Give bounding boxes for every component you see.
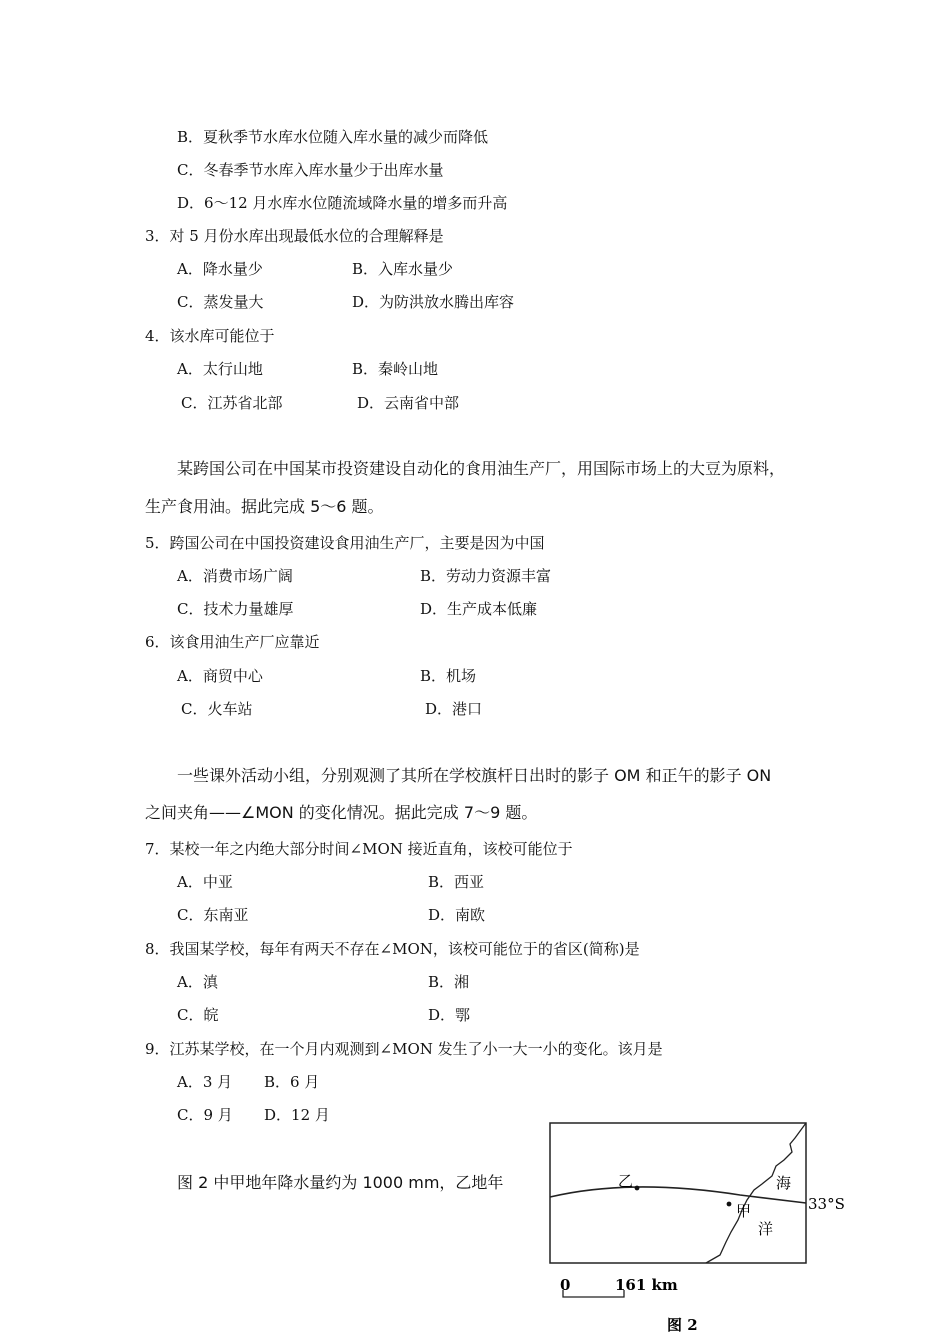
q9-option-c: C．9 月 (177, 1106, 233, 1124)
q6-stem: 6．该食用油生产厂应靠近 (145, 633, 320, 651)
q3-option-a: A．降水量少 (177, 260, 263, 278)
q7-stem: 7．某校一年之内绝大部分时间∠MON 接近直角，该校可能位于 (145, 840, 573, 858)
q4-option-d: D．云南省中部 (357, 394, 460, 412)
label-yi: 乙 (618, 1172, 634, 1190)
q6-option-b: B．机场 (420, 667, 477, 685)
scale-max: 161 km (615, 1276, 678, 1294)
q7-option-b: B．西亚 (428, 873, 485, 891)
point-jia (727, 1202, 732, 1207)
figure-caption: 图 2 (667, 1316, 698, 1334)
q4-option-c: C．江苏省北部 (181, 394, 283, 412)
q5-option-d: D．生产成本低廉 (420, 600, 538, 618)
passage-5-6-line2: 生产食用油。据此完成 5～6 题。 (145, 497, 384, 516)
q5-option-a: A．消费市场广阔 (177, 567, 293, 585)
q5-stem: 5．跨国公司在中国投资建设食用油生产厂，主要是因为中国 (145, 534, 545, 552)
latitude-line (550, 1187, 806, 1203)
q7-option-d: D．南欧 (428, 906, 486, 924)
q5-option-b: B．劳动力资源丰富 (420, 567, 552, 585)
q2-option-d: D．6～12 月水库水位随流域降水量的增多而升高 (177, 194, 508, 212)
passage-7-9-line1: 一些课外活动小组，分别观测了其所在学校旗杆日出时的影子 OM 和正午的影子 ON (177, 766, 772, 785)
q9-stem: 9．江苏某学校，在一个月内观测到∠MON 发生了小一大一小的变化。该月是 (145, 1040, 663, 1058)
q6-option-c: C．火车站 (181, 700, 253, 718)
label-jia: 甲 (736, 1202, 752, 1220)
point-yi (635, 1186, 640, 1191)
scale-zero: 0 (560, 1276, 571, 1294)
q5-option-c: C．技术力量雄厚 (177, 600, 294, 618)
label-latitude: 33°S (808, 1195, 845, 1213)
q4-stem: 4．该水库可能位于 (145, 327, 275, 345)
q8-option-a: A．滇 (177, 973, 218, 991)
passage-5-6-line1: 某跨国公司在中国某市投资建设自动化的食用油生产厂，用国际市场上的大豆为原料， (177, 459, 786, 478)
q8-option-c: C．皖 (177, 1006, 219, 1024)
q4-option-a: A．太行山地 (177, 360, 263, 378)
q9-option-a: A．3 月 (177, 1073, 233, 1091)
map-frame (550, 1123, 806, 1263)
q6-option-d: D．港口 (425, 700, 483, 718)
passage-figure2-line1: 图 2 中甲地年降水量约为 1000 mm，乙地年 (177, 1173, 504, 1192)
label-hai: 海 (776, 1174, 792, 1192)
q4-option-b: B．秦岭山地 (352, 360, 439, 378)
passage-7-9-line2: 之间夹角——∠MON 的变化情况。据此完成 7～9 题。 (145, 803, 538, 822)
label-yang: 洋 (758, 1220, 774, 1238)
q3-stem: 3．对 5 月份水库出现最低水位的合理解释是 (145, 227, 444, 245)
q3-option-b: B．入库水量少 (352, 260, 454, 278)
q2-option-b: B．夏秋季节水库水位随入库水量的减少而降低 (177, 128, 489, 146)
q2-option-c: C．冬春季节水库入库水量少于出库水量 (177, 161, 444, 179)
q7-option-a: A．中亚 (177, 873, 233, 891)
q9-option-b: B．6 月 (264, 1073, 320, 1091)
q7-option-c: C．东南亚 (177, 906, 249, 924)
q3-option-d: D．为防洪放水腾出库容 (352, 293, 515, 311)
q8-option-b: B．湘 (428, 973, 470, 991)
q6-option-a: A．商贸中心 (177, 667, 263, 685)
q9-option-d: D．12 月 (264, 1106, 330, 1124)
figure-2-map (540, 1110, 860, 1344)
q8-stem: 8．我国某学校，每年有两天不存在∠MON，该校可能位于的省区(简称)是 (145, 940, 640, 958)
q3-option-c: C．蒸发量大 (177, 293, 264, 311)
q8-option-d: D．鄂 (428, 1006, 471, 1024)
